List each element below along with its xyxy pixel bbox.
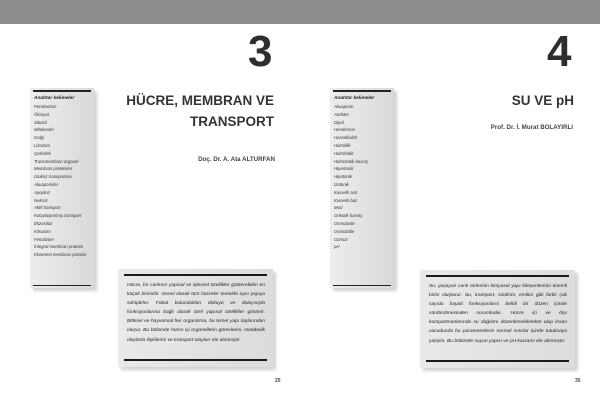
keyword-item: Apoptoz [34, 189, 50, 195]
keyword-item: Kuvvetli asit [334, 189, 357, 195]
sidebar-bottom-rule [33, 285, 91, 287]
keyword-item: Ekstemel membran proteini [34, 252, 87, 258]
keyword-item: Çekirdek [34, 150, 51, 156]
keyword-item: Fenolizom [34, 236, 54, 242]
keyword-item: Amfoter [334, 111, 350, 117]
keyword-item: Peroksizom [34, 104, 57, 109]
top-band [0, 0, 600, 24]
sidebar-top-rule [333, 90, 391, 92]
keyword-item: Aktif transport [34, 205, 61, 211]
keyword-item: Hipertonik [334, 166, 354, 172]
keyword-item: Lizozom [34, 142, 51, 148]
chapter-title: SU VE pH [511, 93, 574, 108]
keyword-item: Kolaylaştırılmış transport [34, 213, 82, 219]
author: Prof. Dr. İ. Murat BOLAYIRLI [490, 124, 573, 131]
keyword-item: Hidrofilik [334, 142, 351, 148]
left-page [0, 24, 300, 402]
abstract-box [420, 270, 575, 368]
keyword-item: Nekroz [34, 197, 48, 203]
keyword-item: pH [334, 244, 340, 250]
keywords-sidebar [30, 88, 94, 288]
keyword-item: Mitokondri [34, 127, 54, 133]
abstract-top-rule [124, 274, 267, 276]
keywords-heading: Anahtar kelimeler [334, 96, 375, 101]
author: Doç. Dr. A. Ata ALTURFAN [198, 156, 275, 163]
abstract-box [118, 269, 273, 367]
keywords-heading: Anahtar kelimeler [34, 96, 75, 101]
keywords-list [334, 103, 392, 251]
keyword-item: Membran proteinleri [34, 166, 73, 172]
sidebar-bottom-rule [333, 285, 391, 287]
page-number: 25 [275, 378, 281, 384]
keywords-sidebar [330, 88, 394, 288]
keyword-item: Ozmoz [334, 236, 348, 242]
keyword-item: İntegral membran proteini [34, 244, 83, 250]
chapter-title-line2: TRANSPORT [190, 114, 274, 129]
keyword-item: Ökaryot [34, 111, 50, 117]
keyword-item: Golgi [34, 135, 45, 141]
page-number: 35 [575, 378, 581, 384]
abstract-bottom-rule [426, 360, 569, 362]
keyword-item: Ekzositoz [34, 220, 53, 226]
keyword-item: Hipotonik [334, 174, 352, 180]
keyword-item: İzotonik [334, 181, 349, 187]
keyword-item: Dipol [334, 119, 344, 125]
keyword-item: Akuaporinler [34, 181, 59, 187]
chapter-number: 3 [248, 27, 273, 76]
keyword-item: Hasselbalch [334, 135, 358, 141]
keyword-item: Osmolalite [334, 228, 355, 234]
keyword-item: Hidrofobik [334, 150, 354, 156]
abstract-text: Su, yaşayan canlı türlerinin kimyasal yapı bileşenlerinin önemli birini oluşturur. Su, transport, sindirim, emilim gibi farklı çok sayıda hayati fonksiyonların belirli bir düzen içinde sürdürülmesinden sorumludur. Hücre içi ve dışı kompartmanlarında su dağılımı düzenlenebilmekte olup insan vücudunda bu parametrelerin normal sınırlar içinde tutulmaya çalışılır. Bu bölümde suyun yapısı ve pH kavramı ele alınmıştır. [429, 284, 567, 344]
keyword-item: Akuaporin [334, 104, 354, 109]
chapter-title [110, 90, 274, 132]
keyword-item: Onkotik basınç [334, 213, 363, 219]
keyword-item: Kuvvetli baz [334, 197, 358, 203]
keyword-item: Transmembran organel [34, 158, 79, 164]
keyword-item: Sitozol [34, 119, 47, 125]
abstract-top-rule [426, 275, 569, 277]
keyword-item: Kilrozom [34, 228, 51, 234]
chapter-title-line1: HÜCRE, MEMBRAN VE [126, 93, 274, 108]
keyword-item: Mod [334, 205, 343, 211]
keyword-item: Glukoz transporteru [34, 174, 72, 180]
keyword-item: Henderson [334, 127, 356, 133]
abstract-bottom-rule [124, 359, 267, 361]
abstract-text: Hücre, bir canlının yapısal ve işlevsel özellikler gösterebilen en küçük birimidir. Genel olarak tüm hücreler temelde aynı yapıya sahiptirler. Fakat bulundukları dokuya ve dolayısıyla fonksiyonlarına bağlı olarak özel yapısal özellikler gösterir. Bitkisel ve hayvansal her organizma, bu temel yapı taşlarından oluşur. Bu bölümde hücre içi organellerin görevlerini, metabolik olaylarla ilişkilerini ve transport olayları ele alınmıştır. [127, 283, 265, 343]
keyword-item: Hidrostatik basınç [334, 158, 369, 164]
keyword-item: Osmolarite [334, 220, 355, 226]
chapter-number: 4 [547, 27, 572, 76]
sidebar-top-rule [33, 90, 91, 92]
right-page [300, 24, 600, 402]
keywords-list [34, 103, 92, 259]
